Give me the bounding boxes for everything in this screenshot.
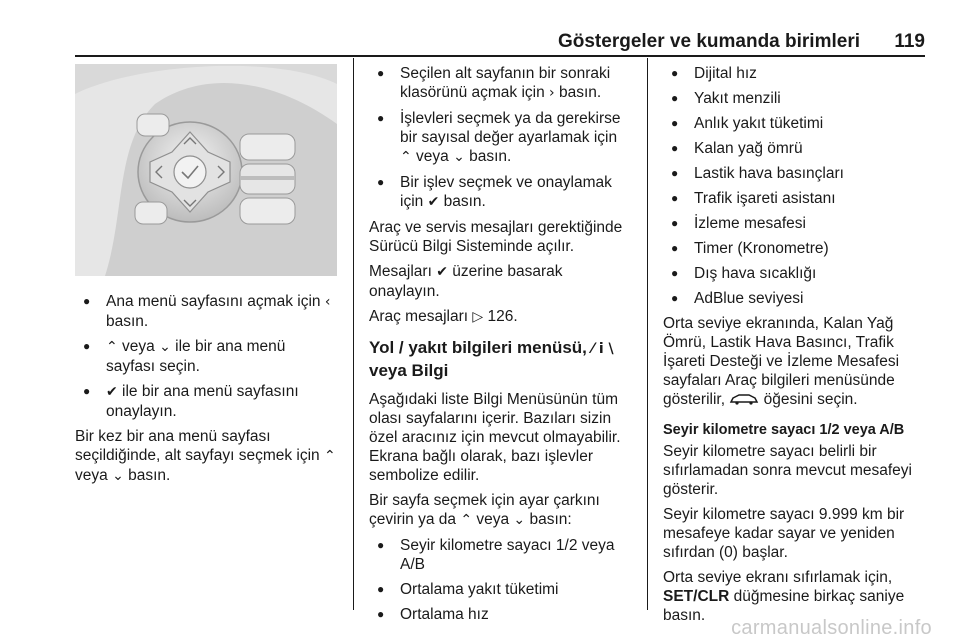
chevron-down-icon: ⌄	[159, 339, 171, 355]
check-icon: ✔	[106, 384, 118, 400]
list-item: ● Anlık yakıt tüketimi	[663, 114, 929, 133]
check-icon: ✔	[436, 264, 448, 280]
page-number: 119	[894, 31, 925, 52]
list-item: ● Seçilen alt sayfanın bir sonraki klasörünü açmak için › basın.	[369, 64, 633, 103]
paragraph: Bir kez bir ana menü sayfası seçildiğinde, alt sayfayı seçmek için ⌃ veya ⌄ basın.	[75, 428, 336, 484]
paragraph: Aşağıdaki liste Bilgi Menüsünün tüm olası sayfalarını içerir. Bazıları sizin özel aracınız için mevcut olmayabilir. Ekrana bağlı olarak, bazı işlevler sembolize edilir.	[369, 391, 621, 484]
list-item: ● İşlevleri seçmek ya da gerekirse bir sayısal değer ayarlamak için ⌃ veya ⌄ basın.	[369, 109, 633, 167]
chevron-up-icon: ⌃	[106, 339, 118, 355]
page-header	[0, 32, 960, 56]
list-item: ● Timer (Kronometre)	[663, 239, 929, 258]
subsection-heading: Seyir kilometre sayacı 1/2 veya A/B	[663, 422, 905, 438]
header-rule	[75, 55, 925, 57]
steering-wheel-illustration	[75, 64, 337, 276]
paragraph: Araç mesajları ▷ 126.	[369, 308, 518, 325]
column-2	[369, 64, 633, 630]
list-item: ● ⌃ veya ⌄ ile bir ana menü sayfası seçin.	[75, 337, 337, 376]
chevron-down-icon: ⌄	[513, 512, 526, 528]
column-divider	[647, 58, 648, 610]
reference-arrow-icon: ▷	[472, 309, 484, 325]
chevron-up-icon: ⌃	[323, 448, 336, 464]
list-item: ● Kalan yağ ömrü	[663, 139, 929, 158]
list-item: ● Ortalama yakıt tüketimi	[369, 580, 633, 599]
column-divider	[353, 58, 354, 610]
check-icon: ✔	[427, 194, 440, 210]
car-icon	[729, 393, 759, 405]
paragraph: Mesajları ✔ üzerine basarak onaylayın.	[369, 263, 563, 300]
list-item: ● ✔ ile bir ana menü sayfasını onaylayın.	[75, 382, 337, 421]
chevron-up-icon: ⌃	[400, 149, 412, 165]
chevron-left-icon: ‹	[324, 294, 331, 310]
list-item: ● Dijital hız	[663, 64, 929, 83]
list-item: ● AdBlue seviyesi	[663, 289, 929, 308]
list-item: ● Dış hava sıcaklığı	[663, 264, 929, 283]
section-heading: Yol / yakıt bilgileri menüsü, ⁄ i \ veya Bilgi	[369, 338, 614, 380]
page-title: Göstergeler ve kumanda birimleri	[557, 31, 860, 52]
list-item: ● Trafik işareti asistanı	[663, 189, 929, 208]
paragraph: Bir sayfa seçmek için ayar çarkını çevirin ya da ⌃ veya ⌄ basın:	[369, 492, 600, 528]
list-item: ● Lastik hava basınçları	[663, 164, 929, 183]
column-3	[663, 64, 929, 631]
chevron-right-icon: ›	[549, 85, 555, 101]
paragraph: Orta seviye ekranı sıfırlamak için, SET/CLR düğmesine birkaç saniye basın.	[663, 569, 905, 624]
list-item: ● Yakıt menzili	[663, 89, 929, 108]
paragraph: Araç ve servis mesajları gerektiğinde Sürücü Bilgi Sisteminde açılır.	[369, 219, 623, 255]
steering-wheel-icon	[75, 64, 337, 276]
paragraph: Seyir kilometre sayacı belirli bir sıfırlamadan sonra mevcut mesafeyi gösterir.	[663, 443, 912, 498]
chevron-down-icon: ⌄	[112, 468, 124, 484]
list-item: ● Ana menü sayfasını açmak için ‹ basın.	[75, 292, 337, 331]
list-item: ● İzleme mesafesi	[663, 214, 929, 233]
list-item: ● Seyir kilometre sayacı 1/2 veya A/B	[369, 536, 633, 574]
paragraph: Orta seviye ekranında, Kalan Yağ Ömrü, Lastik Hava Basıncı, Trafik İşareti Desteği ve İzleme Mesafesi sayfaları Araç bilgileri menüsünde gösterilir, öğesini seçin.	[663, 315, 900, 408]
watermark: carmanualsonline.info	[731, 617, 932, 639]
paragraph: Seyir kilometre sayacı 9.999 km bir mesafeye kadar sayar ve yeniden sıfırdan (0) başlar.	[663, 506, 905, 561]
list-item: ● Bir işlev seçmek ve onaylamak için ✔ basın.	[369, 173, 633, 212]
chevron-down-icon: ⌄	[453, 149, 465, 165]
list-item: ● Ortalama hız	[369, 605, 633, 624]
column-1	[75, 64, 337, 492]
trip-info-icon: ⁄ i \	[591, 341, 614, 357]
chevron-up-icon: ⌃	[460, 512, 473, 528]
